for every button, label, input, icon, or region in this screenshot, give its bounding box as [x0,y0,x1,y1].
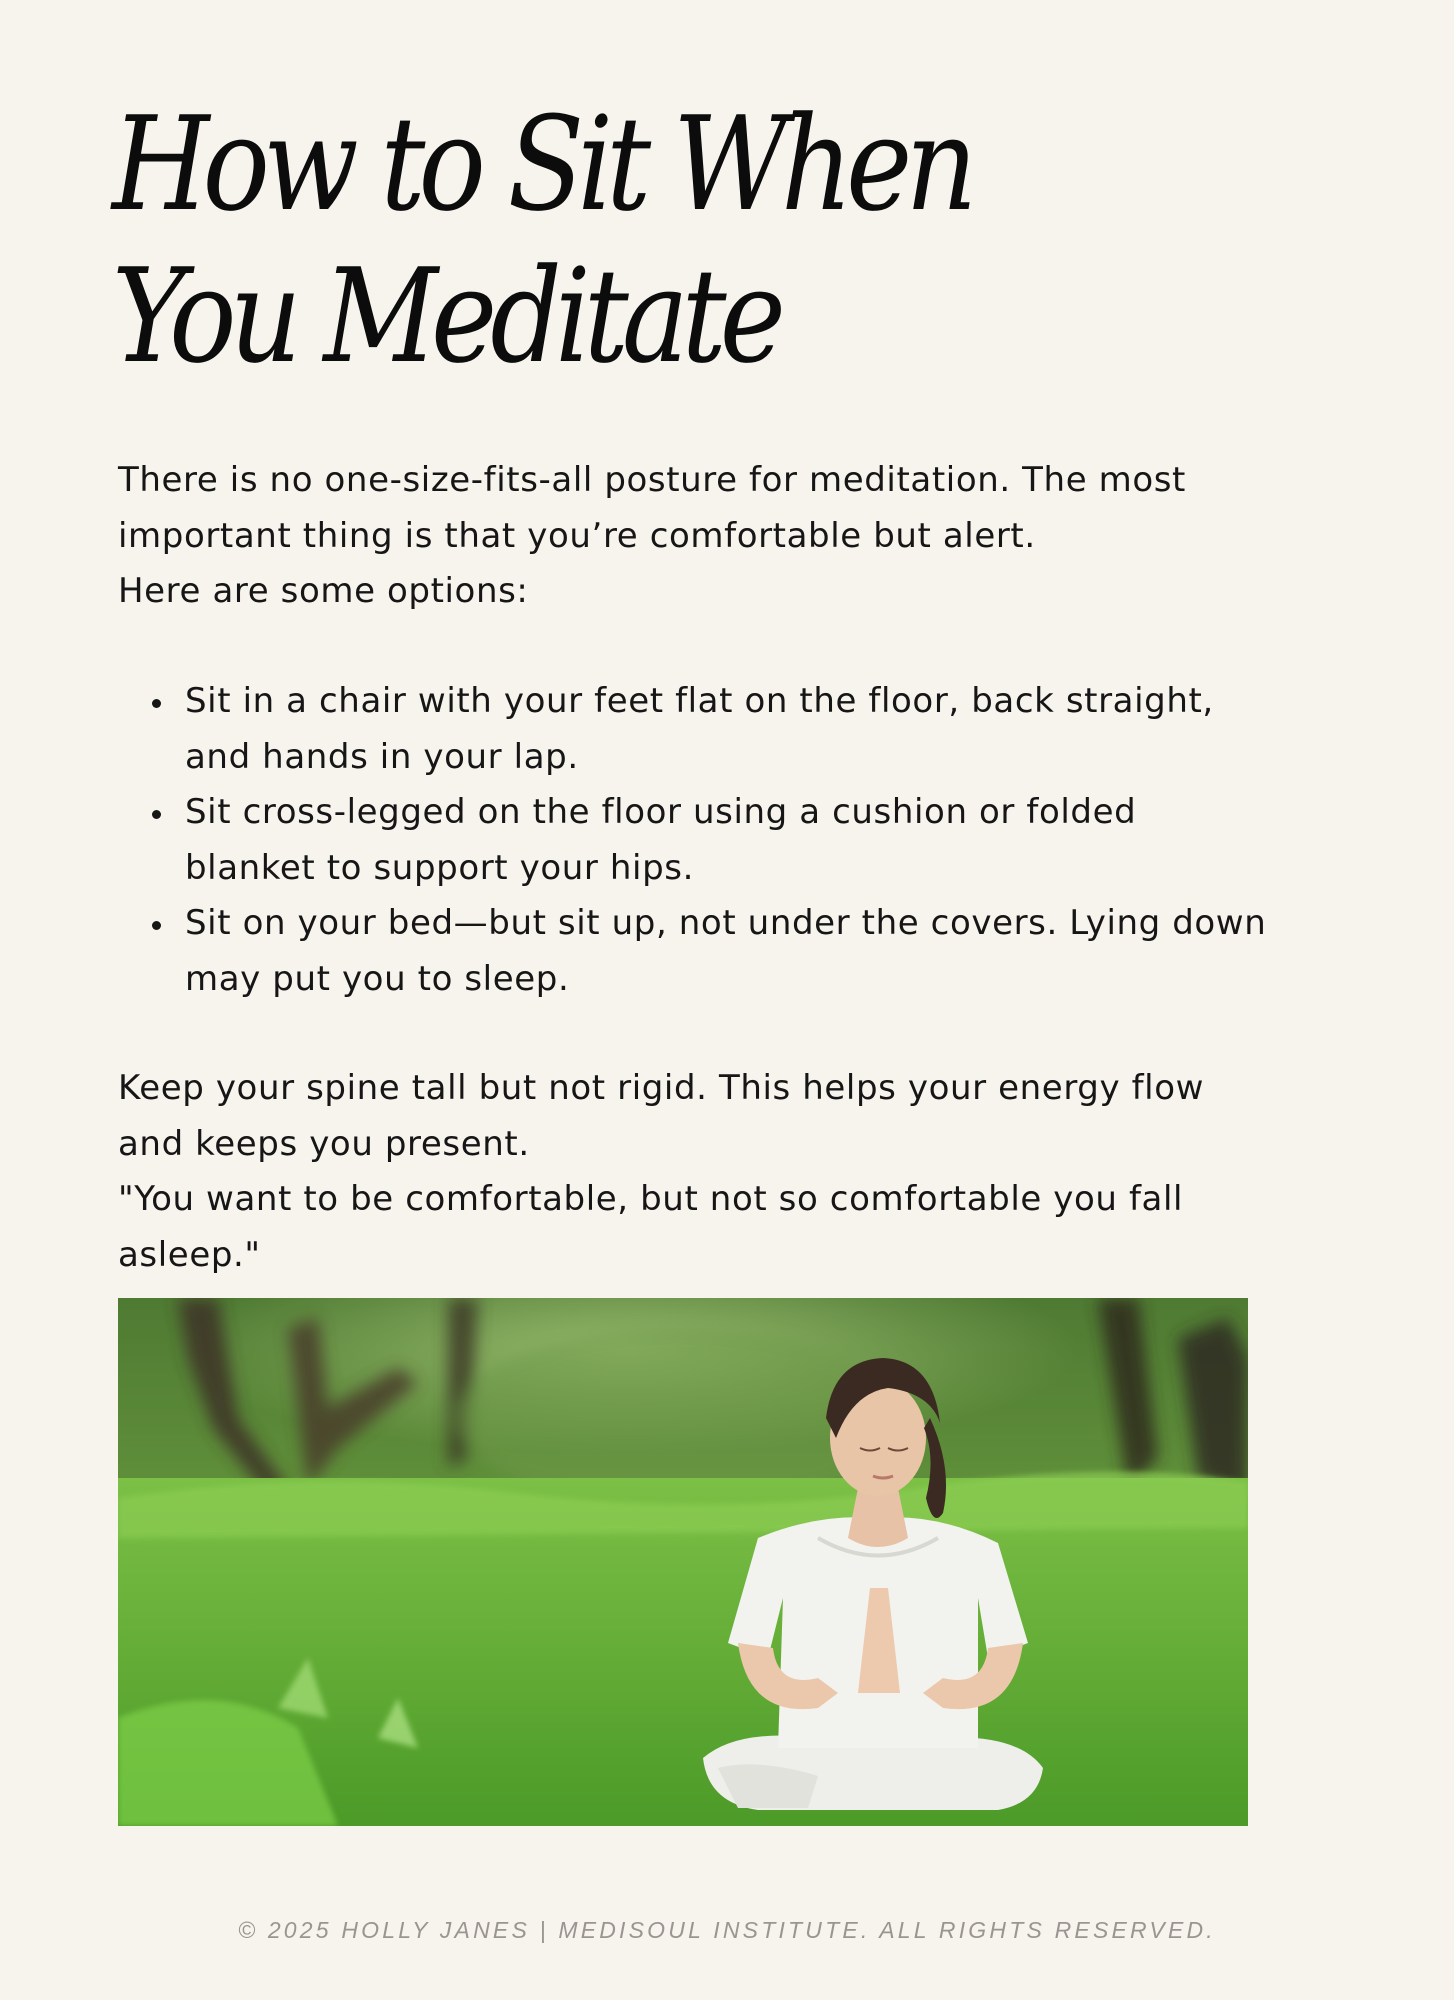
text-line: There is no one-size-fits-all posture for meditation. The most [118,460,1186,500]
text-line: important thing is that you’re comfortable but alert. [118,515,1036,556]
bullet-icon [152,921,161,930]
text-line: and hands in your lap. [185,736,579,777]
intro-paragraph [118,453,1278,620]
quote-line: "You want to be comfortable, but not so comfortable you fall [118,1179,1184,1219]
list-item [118,896,1278,1007]
text-line: may put you to sleep. [185,958,570,999]
text-line: Sit cross-legged on the floor using a cushion or folded [185,792,1137,832]
meditation-photo [118,1298,1248,1826]
text-line: Sit on your bed—but sit up, not under the covers. Lying down [185,903,1267,943]
page-title [112,88,1144,392]
text-line: Sit in a chair with your feet flat on the floor, back straight, [185,681,1214,721]
text-line: and keeps you present. [118,1123,530,1164]
text-line: blanket to support your hips. [185,847,694,888]
bullet-icon [152,810,161,819]
options-list [118,674,1278,1007]
quote-line: asleep." [118,1234,261,1275]
list-item [118,785,1278,896]
list-item [118,674,1278,785]
text-line: Keep your spine tall but not rigid. This helps your energy flow [118,1068,1205,1108]
outro-paragraph [118,1061,1278,1283]
page-title-line: You Meditate [112,240,780,392]
copyright-footer: © 2025 HOLLY JANES | MEDISOUL INSTITUTE. ALL RIGHTS RESERVED. [238,1917,1216,1943]
bullet-icon [152,699,161,708]
page-title-line: How to Sit When [112,88,971,240]
text-line: Here are some options: [118,571,529,611]
